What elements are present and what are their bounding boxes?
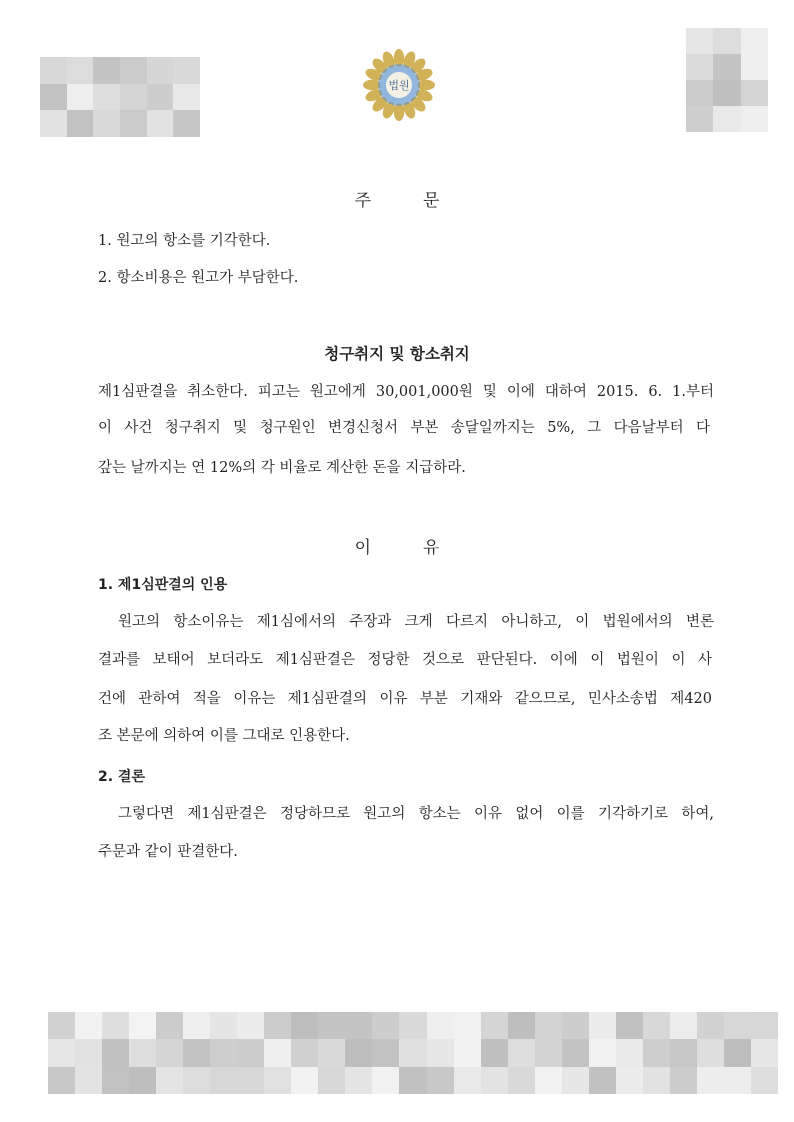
order-heading-right: 문	[423, 191, 440, 211]
section2-line-1: 그렇다면 제1심판결은 정당하므로 원고의 항소는 이유 없어 이를 기각하기로 하여,	[118, 806, 714, 822]
claim-heading: 청구취지 및 항소취지	[324, 345, 470, 363]
reasons-heading	[0, 533, 794, 558]
section1-line-3: 건에 관하여 적을 이유는 제1심판결의 이유 부분 기재와 같으므로, 민사소송법 제420	[98, 691, 712, 707]
order-heading	[0, 186, 794, 211]
order-heading-left: 주	[354, 191, 371, 211]
redacted-stamp-block	[686, 28, 768, 132]
court-seal-icon	[362, 48, 436, 122]
section1-line-1: 원고의 항소이유는 제1심에서의 주장과 크게 다르지 아니하고, 이 법원에서의 변론	[118, 614, 714, 630]
section1-line-4: 조 본문에 의하여 이를 그대로 인용한다.	[98, 728, 350, 744]
reasons-heading-left: 이	[354, 538, 371, 558]
claim-line-3: 갚는 날까지는 연 12%의 각 비율로 계산한 돈을 지급하라.	[98, 460, 466, 476]
reasons-heading-right: 유	[423, 538, 440, 558]
seal-label: 법원	[388, 79, 410, 92]
claim-line-1: 제1심판결을 취소한다. 피고는 원고에게 30,001,000원 및 이에 대하여 2015. 6. 1.부터	[98, 384, 714, 400]
claim-line-2: 이 사건 청구취지 및 청구원인 변경신청서 부본 송달일까지는 5%, 그 다음날부터 다	[98, 420, 710, 436]
section2-line-2: 주문과 같이 판결한다.	[98, 844, 238, 860]
section1-line-2: 결과를 보태어 보더라도 제1심판결은 정당한 것으로 판단된다. 이에 이 법원이 이 사	[98, 652, 712, 668]
redacted-case-info-block	[40, 57, 200, 137]
order-item-2: 2. 항소비용은 원고가 부담한다.	[98, 270, 299, 286]
redacted-footer-block	[48, 1012, 778, 1094]
order-item-1: 1. 원고의 항소를 기각한다.	[98, 233, 271, 249]
section1-heading: 1. 제1심판결의 인용	[98, 577, 228, 593]
section2-heading: 2. 결론	[98, 769, 145, 785]
